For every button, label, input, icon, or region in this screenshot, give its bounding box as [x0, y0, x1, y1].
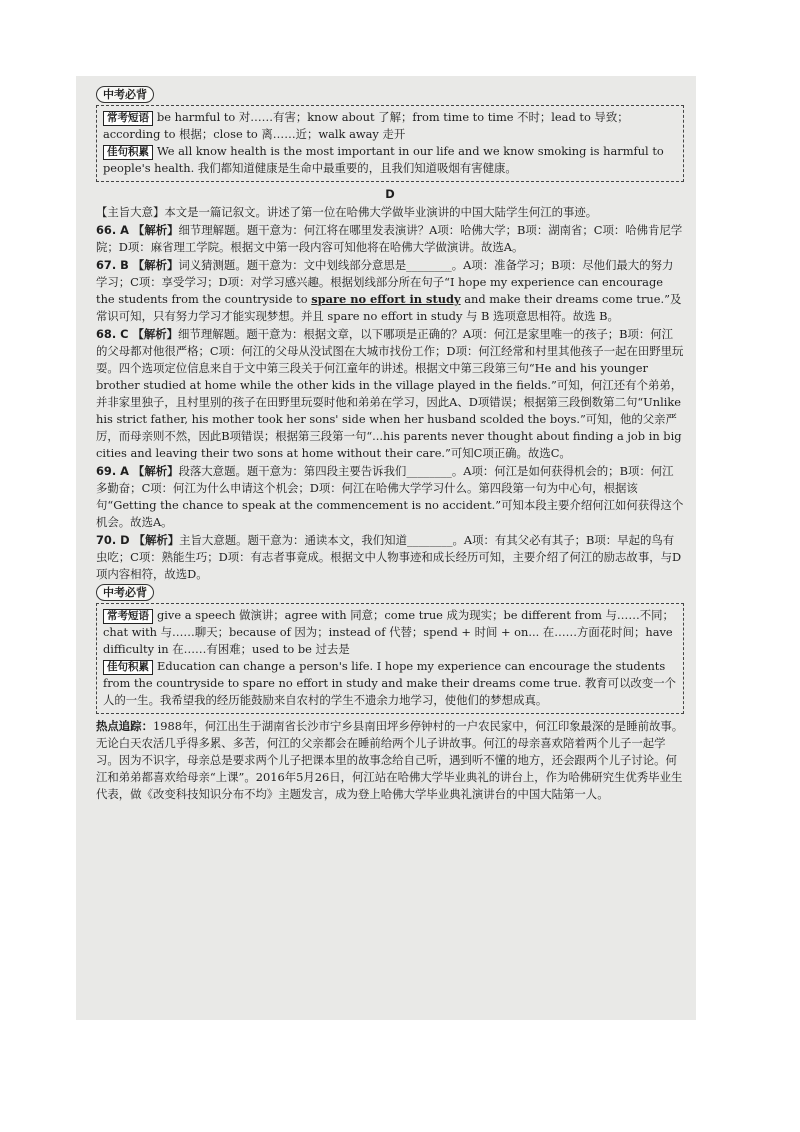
sentence-tag: 佳句积累 — [103, 145, 153, 160]
section-letter: D — [385, 187, 395, 201]
question-text: 细节理解题。题干意为：何江将在哪里发表演讲？A项：哈佛大学；B项：湖南省；C项：哈佛肯尼学院；D项：麻省理工学院。根据文中第一段内容可知他将在哈佛大学做演讲。故选A。 — [96, 223, 683, 254]
question-70 — [96, 532, 684, 583]
phrases-text: give a speech 做演讲；agree with 同意；come true 成为现实；be different from 与……不同；chat with 与……聊天；because of 因为；instead of 代替；spend + 时间 + on... 在……方面花时间；have difficulty in 在……有困难；used to be 过去是 — [103, 608, 674, 656]
sentence-block — [103, 143, 677, 177]
question-head: 67. B 【解析】 — [96, 258, 179, 272]
main-idea: 【主旨大意】本文是一篇记叙文。讲述了第一位在哈佛大学做毕业演讲的中国大陆学生何江的事迹。 — [96, 205, 598, 219]
question-head: 66. A 【解析】 — [96, 223, 179, 237]
phrases-text: be harmful to 对……有害；know about 了解；from time to time 不时；lead to 导致；according to 根据；close to 离……近；walk away 走开 — [103, 110, 629, 141]
sentence-block — [103, 658, 677, 709]
question-text: 段落大意题。题干意为：第四段主要告诉我们________。A项：何江是如何获得机会的；B项：何江多勤奋；C项：何江为什么申请这个机会；D项：何江在哈佛大学学习什么。第四段第一句为中心句，根据该句“Getting the chance to speak at the commencement is no accident.”可知本段主要介绍何江如何获得这个机会。故选A。 — [96, 464, 684, 529]
must-recite-badge: 中考必背 — [96, 86, 154, 103]
question-text: 主旨大意题。题干意为：通读本文，我们知道________。A项：有其父必有其子；B项：早起的鸟有虫吃；C项：熟能生巧；D项：有志者事竟成。根据文中人物事迹和成长经历可知，主要介绍了何江的励志故事，与D项内容相符，故选D。 — [96, 533, 682, 581]
hot-topic-text: 1988年，何江出生于湖南省长沙市宁乡县南田坪乡停钟村的一户农民家中，何江印象最深的是睡前故事。无论白天农活几乎得多累、多苦，何江的父亲都会在睡前给两个儿子讲故事。何江的母亲喜欢陪着两个儿子一起学习。因为不识字，母亲总是要求两个儿子把课本里的故事念给自己听，遇到听不懂的地方，还会跟两个儿子讨论。何江和弟弟都喜欢给母亲“上课”。2016年5月26日，何江站在哈佛大学毕业典礼的讲台上，作为哈佛研究生优秀毕业生代表，做《改变科技知识分布不均》主题发言，成为登上哈佛大学毕业典礼演讲台的中国大陆第一人。 — [96, 719, 684, 801]
question-text: 词义猜测题。题干意为：文中划线部分意思是________。A项：准备学习；B项：尽他们最大的努力学习；C项：享受学习；D项：对学习感兴趣。根据划线部分所在句子“I hope my experience can encourage the students from the countryside to — [96, 258, 674, 306]
question-head: 70. D 【解析】 — [96, 533, 180, 547]
phrases-tag: 常考短语 — [103, 111, 153, 126]
must-recite-box — [96, 105, 684, 182]
phrases-tag: 常考短语 — [103, 609, 153, 624]
question-text: 细节理解题。题干意为：根据文章，以下哪项是正确的？A项：何江是家里唯一的孩子；B项：何江的父母都对他很严格；C项：何江的父母从没试图在大城市找份工作；D项：何江经常和村里其他孩子一起在田野里玩耍。四个选项定位信息来自于文中第三段关于何江童年的讲述。根据文中第三段第三句“He and his younger brother studied at home while the other kids in the village played in the fields.”可知，何江还有个弟弟，并非家里独子，且村里别的孩子在田野里玩耍时他和弟弟在学习，因此A、D项错误；根据第三段倒数第二句“Unlike his strict father, his mother took her sons' side when her husband scolded the boys.”可知，他的父亲严厉，而母亲则不然，因此B项错误；根据第三段第一句“...his parents never thought about finding a job in big cities and leaving their two sons at home without their care.”可知C项正确。故选C。 — [96, 327, 684, 460]
underlined-phrase: spare no effort in study — [311, 292, 461, 306]
sentence-text: We all know health is the most important in our life and we know smoking is harmful to people's health. 我们都知道健康是生命中最重要的，且我们知道吸烟有害健康。 — [103, 144, 664, 175]
sentence-text: Education can change a person's life. I hope my experience can encourage the students from the countryside to spare no effort in study and make their dreams come true. 教育可以改变一个人的一生。我希望我的经历能鼓励来自农村的学生不遗余力地学习，使他们的梦想成真。 — [103, 659, 677, 707]
hot-topic — [96, 718, 684, 803]
question-head: 68. C 【解析】 — [96, 327, 179, 341]
phrases-block — [103, 109, 677, 143]
question-text-after: and make their dreams come true.”及常识可知，只有努力学习才能实现梦想。并且 spare no effort in study 与 B 选项意思相符。故选 B。 — [96, 292, 682, 323]
question-68 — [96, 326, 684, 462]
question-head: 69. A 【解析】 — [96, 464, 179, 478]
must-recite-box-2 — [96, 603, 684, 714]
sentence-tag: 佳句积累 — [103, 660, 153, 675]
question-67 — [96, 257, 684, 325]
must-recite-badge-2: 中考必背 — [96, 584, 154, 601]
question-69 — [96, 463, 684, 531]
phrases-block — [103, 607, 677, 658]
page-content — [96, 86, 684, 803]
question-66 — [96, 222, 684, 256]
hot-topic-label: 热点追踪： — [96, 719, 153, 733]
